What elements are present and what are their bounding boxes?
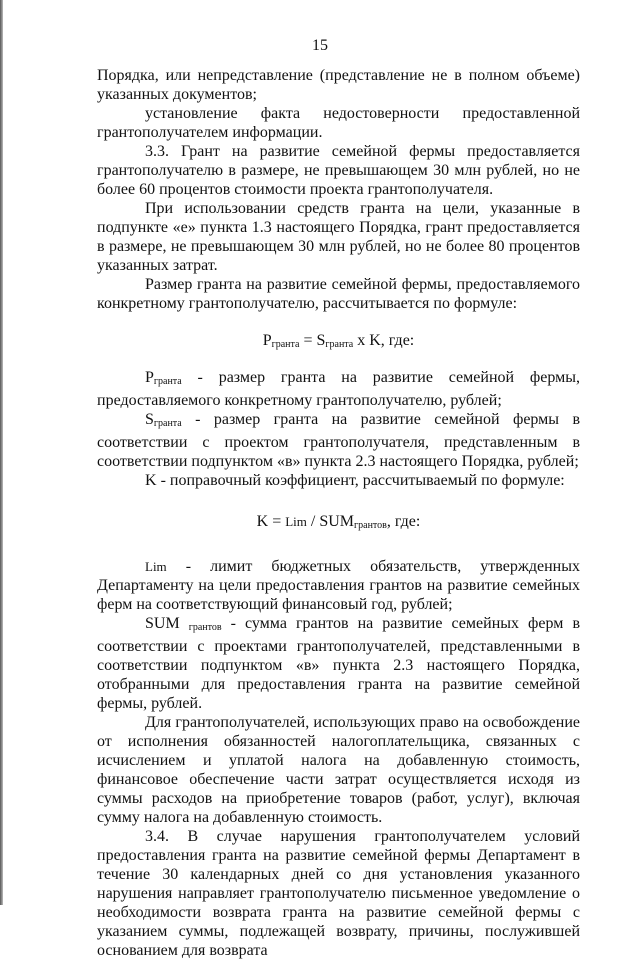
definition-k-text: - поправочный коэффициент, рассчитываемый по формуле: bbox=[156, 472, 565, 489]
paragraph-vat: Для грантополучателей, использующих право на освобождение от исполнения обязанностей налогоплательщика, связанных с исчислением и уплатой налога на добавленную стоимость, финансовое обеспечение части затрат осуществляется исходя из суммы расходов на приобретение товаров (работ, услуг), включая сумму налога на добавленную стоимость. bbox=[97, 714, 580, 826]
definition-sum-sym: SUM bbox=[145, 615, 180, 632]
formula-eq: = bbox=[299, 332, 317, 349]
formula-lim: Lim bbox=[285, 514, 307, 529]
formula-k: K = bbox=[256, 513, 286, 530]
formula-s-sub: гранта bbox=[325, 339, 354, 350]
definition-s-sub: гранта bbox=[153, 418, 182, 429]
document-body bbox=[97, 66, 580, 960]
k-formula bbox=[97, 512, 580, 535]
paragraph-3-3: 3.3. Грант на развитие семейной фермы предоставляется грантополучателю в размере, не превышающем 30 млн рублей, но не более 60 процентов стоимости проекта грантополучателя. bbox=[97, 143, 580, 198]
grant-formula bbox=[97, 331, 580, 354]
definition-lim-sym: Lim bbox=[145, 559, 167, 574]
formula-p-sub: гранта bbox=[271, 339, 300, 350]
formula-k-rest: , где: bbox=[386, 513, 421, 530]
scan-edge bbox=[0, 0, 3, 905]
paragraph-3-4: 3.4. В случае нарушения грантополучателем условий предоставления гранта на развитие семейной фермы Департамент в течение 30 календарных дней со дня установления указанного нарушения направляет грантополучателю письменное уведомление о необходимости возврата гранта на развитие семейной фермы с указанием суммы, подлежащей возврату, причины, послужившей основанием для возврата bbox=[97, 828, 580, 959]
definition-s-sym: S bbox=[145, 411, 154, 428]
paragraph-usage: При использовании средств гранта на цели, указанные в подпункте «е» пункта 1.3 настоящего Порядка, грант предоставляется в размере, не превышающем 30 млн рублей, но не более 80 процентов указанных затрат. bbox=[97, 200, 580, 274]
formula-sum-sub: грантов bbox=[354, 520, 387, 531]
formula-p: P bbox=[262, 332, 272, 349]
definition-lim-text: - лимит бюджетных обязательств, утвержденных Департаменту на цели предоставления грантов на развитие семейных ферм на соответствующий финансовый год, рублей; bbox=[97, 558, 580, 613]
definition-k-sym: K bbox=[145, 472, 157, 489]
definition-sum-sub: грантов bbox=[188, 622, 222, 633]
definition-sum-text: - сумма грантов на развитие семейных ферм в соответствии с проектами грантополучателей, представленными в соответствии подпунктом «в» пункта 2.3 настоящего Порядка, отобранными для предоставления гранта на развитие семейной фермы, рублей. bbox=[97, 615, 581, 712]
definition-s bbox=[97, 410, 580, 471]
definition-p-text: - размер гранта на развитие семейной фермы, предоставляемого конкретному грантополучателю, рублей; bbox=[97, 369, 580, 409]
formula-s: S bbox=[316, 332, 326, 349]
definition-sum bbox=[97, 614, 580, 713]
definition-p bbox=[97, 368, 580, 410]
definition-lim bbox=[97, 557, 580, 614]
paragraph-inaccuracy: установление факта недостоверности предоставленной грантополучателем информации. bbox=[97, 105, 580, 141]
paragraph-formula-intro: Размер гранта на развитие семейной фермы, предоставляемого конкретному грантополучателю, рассчитывается по формуле: bbox=[97, 276, 580, 312]
formula-rest: x K, где: bbox=[353, 332, 415, 349]
definition-s-text: - размер гранта на развитие семейной фермы в соответствии с проектом грантополучателя, представленным в соответствии подпунктом «в» пункта 2.3 настоящего Порядка, рублей; bbox=[97, 411, 580, 470]
definition-p-sym: P bbox=[145, 369, 154, 386]
formula-sum: SUM bbox=[319, 513, 355, 530]
page-number: 15 bbox=[312, 37, 328, 54]
definition-p-sub: гранта bbox=[153, 376, 182, 387]
paragraph-continuation: Порядка, или непредставление (представление не в полном объеме) указанных документов; bbox=[97, 67, 580, 103]
definition-k bbox=[97, 471, 580, 490]
formula-slash: / bbox=[306, 513, 320, 530]
